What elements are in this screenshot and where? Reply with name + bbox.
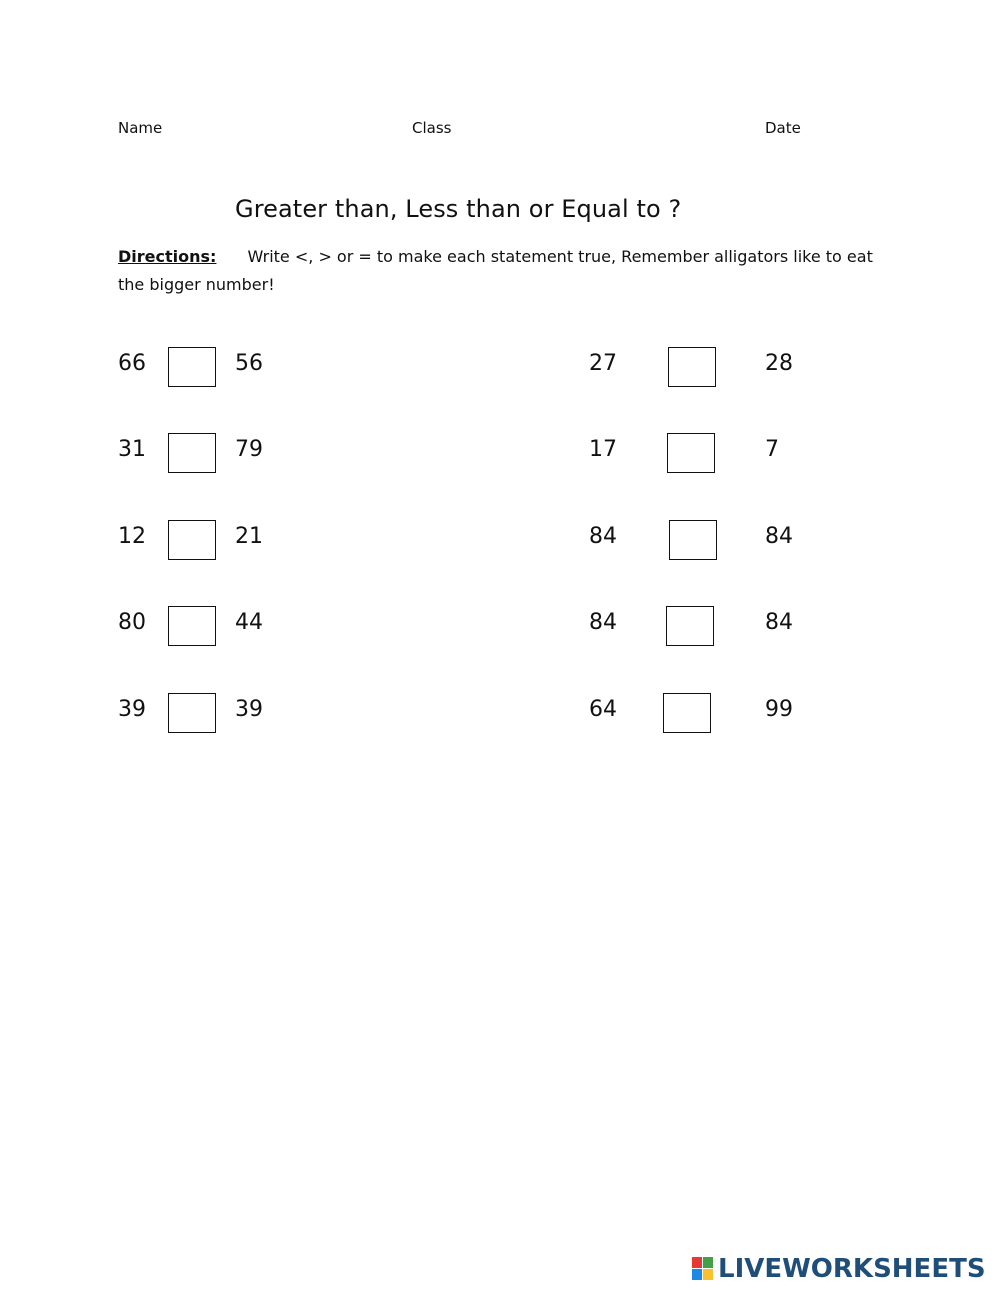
left-number: 64 [589,697,617,722]
right-number: 39 [235,697,263,722]
directions-text: Write <, > or = to make each statement true, Remember alligators like to eat the bigger number! [118,247,873,294]
answer-box[interactable] [168,347,216,387]
right-number: 99 [765,697,793,722]
left-number: 84 [589,610,617,635]
answer-box[interactable] [168,606,216,646]
left-number: 66 [118,351,146,376]
answer-box[interactable] [168,433,216,473]
date-label: Date [765,119,801,137]
answer-box[interactable] [168,693,216,733]
answer-box[interactable] [666,606,714,646]
left-number: 80 [118,610,146,635]
answer-box[interactable] [668,347,716,387]
liveworksheets-logo-icon [692,1257,714,1281]
right-number: 7 [765,437,779,462]
right-number: 21 [235,524,263,549]
left-number: 27 [589,351,617,376]
left-number: 12 [118,524,146,549]
answer-box[interactable] [667,433,715,473]
right-number: 28 [765,351,793,376]
liveworksheets-brand [692,1254,986,1284]
left-number: 39 [118,697,146,722]
left-number: 31 [118,437,146,462]
answer-box[interactable] [669,520,717,560]
brand-name: LIVEWORKSHEETS [718,1254,986,1284]
right-number: 84 [765,610,793,635]
worksheet-title: Greater than, Less than or Equal to ? [235,195,682,223]
directions-label: Directions: [118,247,217,266]
right-number: 44 [235,610,263,635]
class-label: Class [412,119,452,137]
name-label: Name [118,119,163,137]
left-number: 17 [589,437,617,462]
answer-box[interactable] [663,693,711,733]
left-number: 84 [589,524,617,549]
right-number: 56 [235,351,263,376]
right-number: 79 [235,437,263,462]
answer-box[interactable] [168,520,216,560]
directions [118,243,888,299]
right-number: 84 [765,524,793,549]
